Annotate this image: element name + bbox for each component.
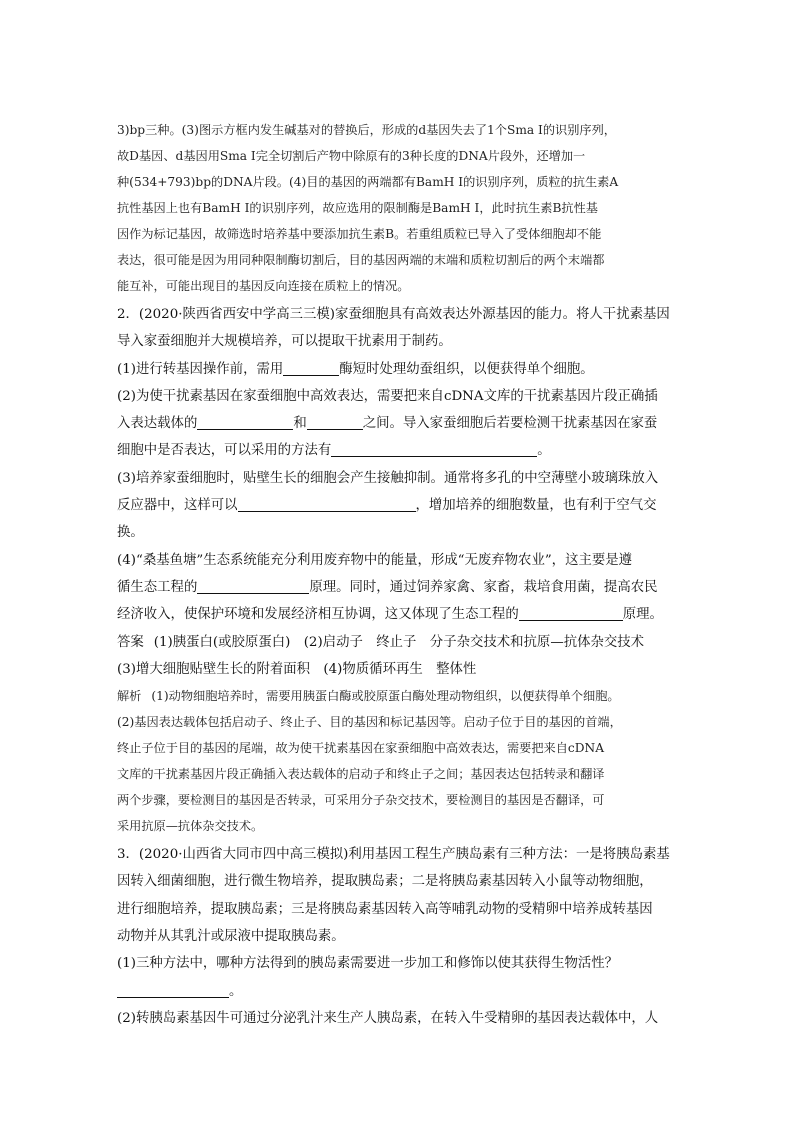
- explanation-line: 3)bp三种。(3)图示方框内发生碱基对的替换后，形成的d基因失去了1个Sma Ⅰ的识别序列，: [117, 123, 616, 137]
- answer-blank[interactable]: [283, 360, 339, 376]
- question-stem-line: 2．(2020·陕西省西安中学高三三模)家蚕细胞具有高效表达外源基因的能力。将人干扰素基因: [117, 307, 670, 322]
- sub-question-2: (2)转胰岛素基因牛可通过分泌乳汁来生产人胰岛素，在转入牛受精卵的基因表达载体中，人: [117, 1010, 659, 1026]
- answer-blank[interactable]: [117, 982, 229, 998]
- question-2-analysis: [117, 683, 679, 839]
- question-stem-line: 动物并从其乳汁或尿液中提取胰岛素。: [117, 929, 345, 945]
- answer-line: (3)增大细胞贴壁生长的附着面积 (4)物质循环再生 整体性: [117, 661, 477, 677]
- explanation-line: 表达，很可能是因为用同种限制酶切割后，目的基因两端的末端和质粒切割后的两个末端都: [117, 253, 605, 267]
- answer-blank[interactable]: [197, 414, 293, 430]
- analysis-line: 采用抗原—抗体杂交技术。: [117, 819, 264, 834]
- explanation-line: 故D基因、d基因用Sma Ⅰ完全切割后产物中除原有的3种长度的DNA片段外，还增加一: [117, 149, 586, 163]
- sub-question-3: (3)培养家蚕细胞时，贴壁生长的细胞会产生接触抑制。通常将多孔的中空薄壁小玻璃珠放入: [117, 470, 659, 486]
- sub-question-3-cont: 换。: [117, 525, 144, 541]
- answer-line: 答案 (1)胰蛋白(或胶原蛋白) (2)启动子 终止子 分子杂交技术和抗原—抗体杂交技术: [117, 634, 645, 650]
- answer-label: 答案: [117, 634, 144, 650]
- answer-blank[interactable]: [307, 414, 363, 430]
- sub-question-2-cont: 细胞中是否表达，可以采用的方法有 。: [117, 443, 551, 459]
- question-stem-line: 进行细胞培养，提取胰岛素；三是将胰岛素基因转入高等哺乳动物的受精卵中培养成转基因: [117, 901, 653, 917]
- explanation-line: 因作为标记基因，故筛选时培养基中要添加抗生素B。若重组质粒已导入了受体细胞却不能: [117, 227, 602, 241]
- explanation-line: 种(534+793)bp的DNA片段。(4)目的基因的两端都有BamH Ⅰ的识别序列，质粒的抗生素A: [117, 175, 619, 189]
- sub-question-1: (1)进行转基因操作前，需用 酶短时处理幼蚕组织，以便获得单个细胞。: [117, 361, 594, 377]
- explanation-line: 能互补，可能出现目的基因反向连接在质粒上的情况。: [117, 279, 410, 293]
- page-content: [117, 117, 679, 1032]
- sub-question-3-cont: 反应器中，这样可以 ，增加培养的细胞数量，也有利于空气交: [117, 498, 657, 514]
- sub-question-4-cont: 循生态工程的 原理。同时，通过饲养家禽、家畜，栽培食用菌，提高农民: [117, 579, 658, 595]
- carryover-explanation: [117, 117, 679, 299]
- answer-blank[interactable]: [238, 496, 416, 512]
- analysis-line: 终止子位于目的基因的尾端，故为使干扰素基因在家蚕细胞中高效表达，需要把来自cDNA: [117, 741, 604, 756]
- question-3: [117, 841, 679, 1032]
- question-2: [117, 301, 679, 683]
- answer-blank[interactable]: [519, 605, 623, 621]
- analysis-label: 解析: [117, 689, 142, 704]
- analysis-line: 两个步骤，要检测目的基因是否转录，可采用分子杂交技术，要检测目的基因是否翻译，可: [117, 793, 605, 808]
- sub-question-2-cont: 入表达载体的 和 之间。导入家蚕细胞后若要检测干扰素基因在家蚕: [117, 416, 658, 432]
- sub-question-1-cont: 。: [117, 978, 679, 1005]
- question-stem-line: 因转入细菌细胞，进行微生物培养，提取胰岛素；二是将胰岛素基因转入小鼠等动物细胞，: [117, 874, 653, 890]
- explanation-line: 抗性基因上也有BamH Ⅰ的识别序列，故应选用的限制酶是BamH Ⅰ，此时抗生素B抗性基: [117, 201, 598, 215]
- sub-question-1: (1)三种方法中，哪种方法得到的胰岛素需要进一步加工和修饰以使其获得生物活性？: [117, 956, 619, 972]
- sub-question-4: (4)“桑基鱼塘”生态系统能充分利用废弃物中的能量，形成“无废弃物农业”，这主要是遵: [117, 552, 633, 568]
- sub-question-4-cont: 经济收入，使保护环境和发展经济相互协调，这又体现了生态工程的 原理。: [117, 607, 663, 623]
- analysis-line: 解析 (1)动物细胞培养时，需要用胰蛋白酶或胶原蛋白酶处理动物组织，以便获得单个细胞。: [117, 689, 620, 704]
- question-stem-line: 导入家蚕细胞并大规模培养，可以提取干扰素用于制药。: [117, 334, 452, 350]
- sub-question-2: (2)为使干扰素基因在家蚕细胞中高效表达，需要把来自cDNA文库的干扰素基因片段正确插: [117, 388, 658, 404]
- analysis-line: 文库的干扰素基因片段正确插入表达载体的启动子和终止子之间；基因表达包括转录和翻译: [117, 767, 605, 782]
- answer-blank[interactable]: [197, 578, 309, 594]
- question-stem-line: 3．(2020·山西省大同市四中高三模拟)利用基因工程生产胰岛素有三种方法：一是将胰岛素基: [117, 847, 670, 863]
- analysis-line: (2)基因表达载体包括启动子、终止子、目的基因和标记基因等。启动子位于目的基因的首端，: [117, 715, 622, 730]
- answer-blank[interactable]: [331, 441, 537, 457]
